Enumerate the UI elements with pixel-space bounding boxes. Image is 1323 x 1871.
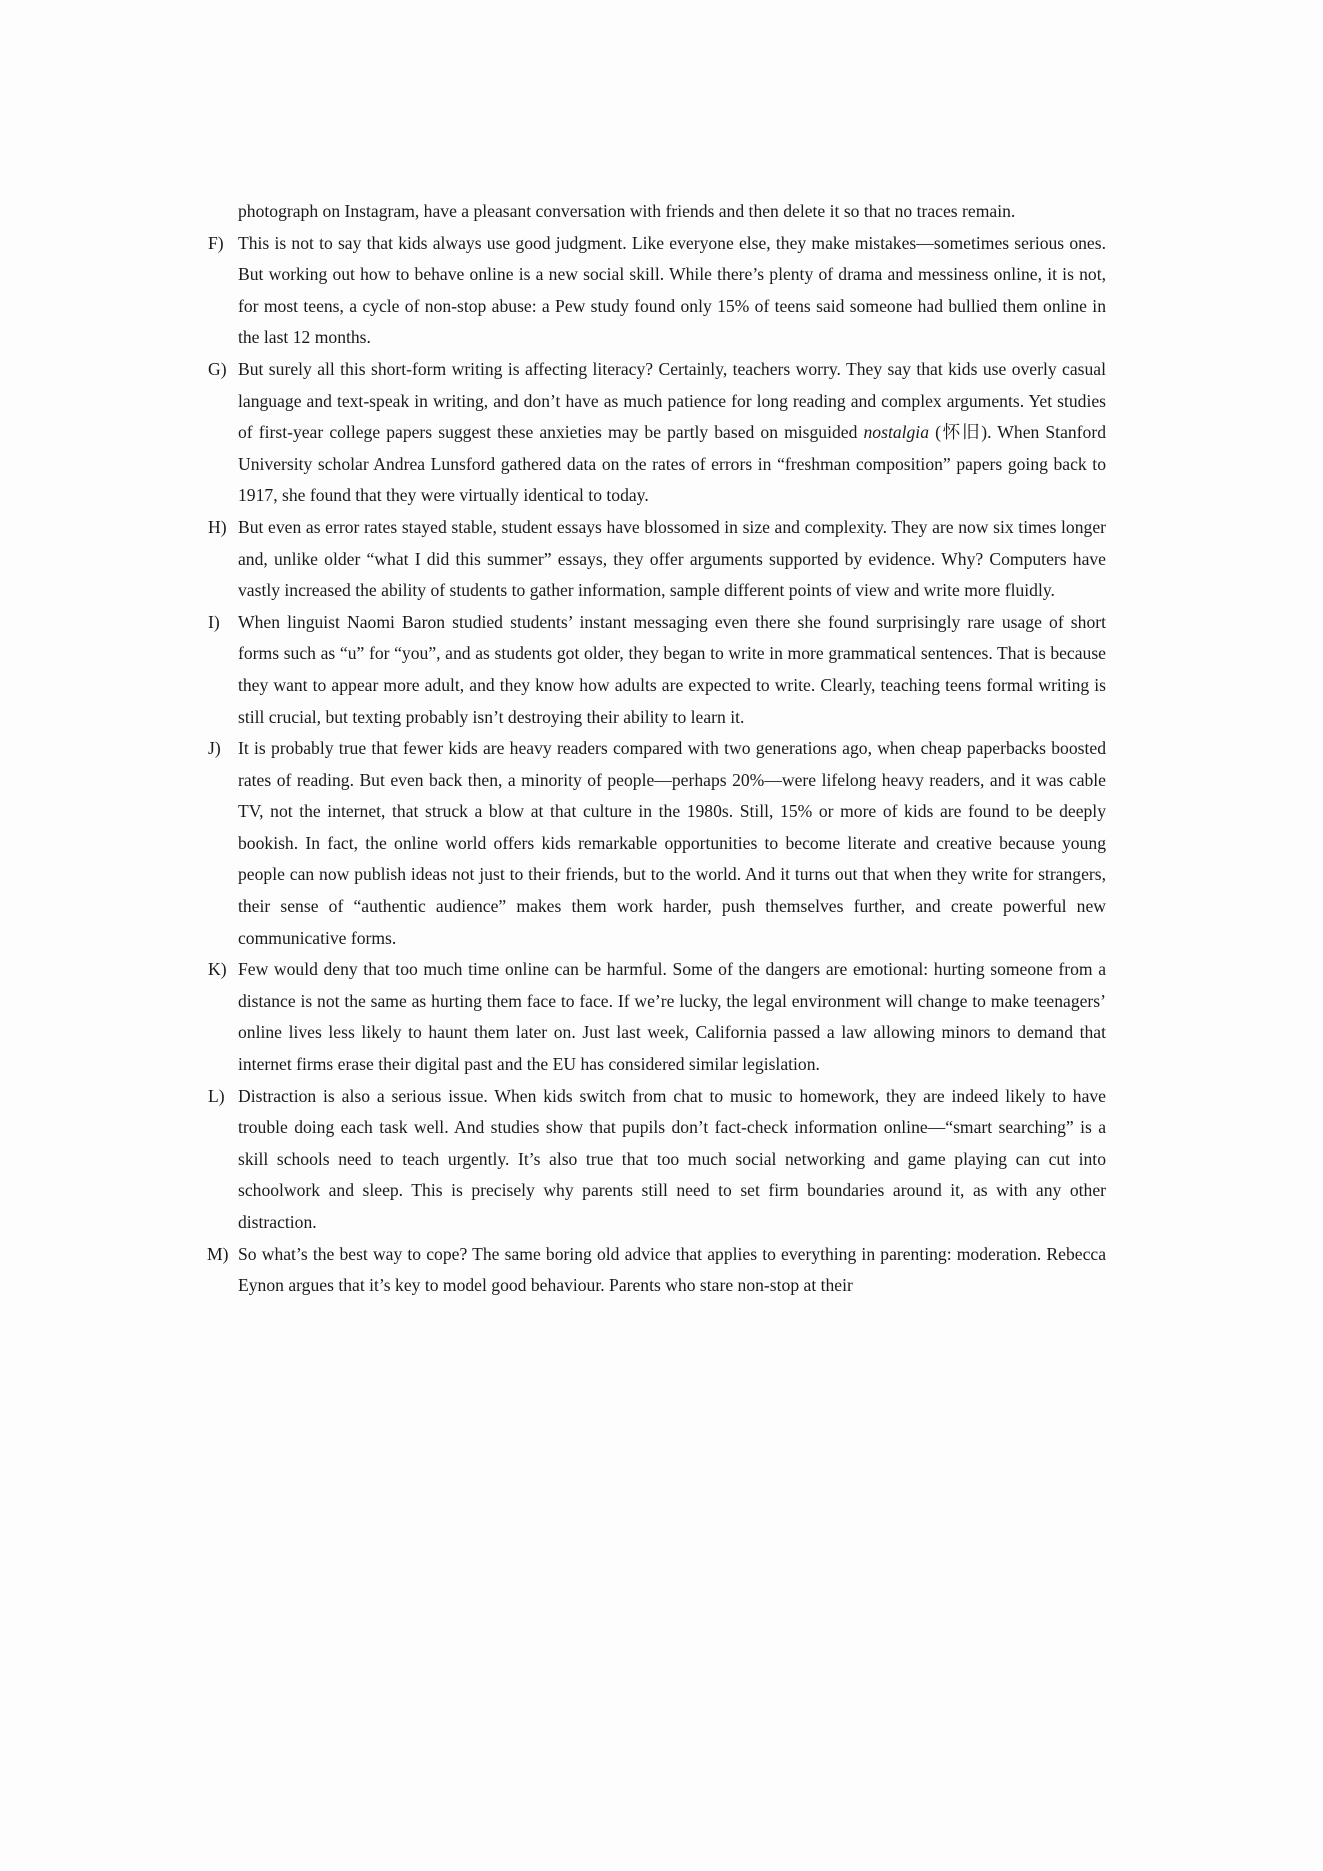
paragraph-h xyxy=(208,512,1106,607)
paragraph-text: But even as error rates stayed stable, student essays have blossomed in size and complexity. They are now six times longer and, unlike older “what I did this summer” essays, they offer arguments supported by evidence. Why? Computers have vastly increased the ability of students to gather information, sample different points of view and write more fluidly. xyxy=(238,516,1106,601)
paragraph-text: Distraction is also a serious issue. When kids switch from chat to music to homework, they are indeed likely to have trouble doing each task well. And studies show that pupils don’t fact-check information online—“smart searching” is a skill schools need to teach urgently. It’s also true that too much social networking and game playing can cut into schoolwork and sleep. This is precisely why parents still need to set firm boundaries around it, as with any other distraction. xyxy=(238,1085,1106,1232)
paragraph-text: This is not to say that kids always use good judgment. Like everyone else, they make mistakes—sometimes serious ones. But working out how to behave online is a new social skill. While there’s plenty of drama and messiness online, it is not, for most teens, a cycle of non-stop abuse: a Pew study found only 15% of teens said someone had bullied them online in the last 12 months. xyxy=(238,232,1106,348)
paragraph-continuation xyxy=(238,196,1106,228)
paragraph-letter: K) xyxy=(208,959,227,980)
paragraph-j xyxy=(208,733,1106,954)
paragraph-l xyxy=(208,1081,1106,1239)
paragraph-letter: J) xyxy=(208,738,221,759)
paragraph-i xyxy=(208,607,1106,733)
paragraph-f xyxy=(208,228,1106,354)
paragraph-text: Few would deny that too much time online can be harmful. Some of the dangers are emotional: hurting someone from a distance is not the same as hurting them face to face. If we’re lucky, the legal environment will change to make teenagers’ online lives less likely to haunt them later on. Just last week, California passed a law allowing minors to demand that internet firms erase their digital past and the EU has considered similar legislation. xyxy=(238,959,1106,1075)
paragraph-letter: L) xyxy=(208,1085,225,1106)
paragraph-text: photograph on Instagram, have a pleasant conversation with friends and then delete it so that no traces remain. xyxy=(238,201,1016,221)
paragraph-text-before: But surely all this short-form writing is affecting literacy? Certainly, teachers worry. They say that kids use overly casual language and text-speak in writing, and don’t have as much patience for long reading and complex arguments. Yet studies of first-year college papers suggest these anxieties may be partly based on misguided xyxy=(238,358,1106,443)
paragraph-m xyxy=(207,1239,1106,1302)
paragraph-text: It is probably true that fewer kids are heavy readers compared with two generations ago, when cheap paperbacks boosted rates of reading. But even back then, a minority of people—perhaps 20%—were lifelong heavy readers, and it was cable TV, not the internet, that struck a blow at that culture in the 1980s. Still, 15% or more of kids are found to be deeply bookish. In fact, the online world offers kids remarkable opportunities to become literate and creative because young people can now publish ideas not just to their friends, but to the world. And it turns out that when they write for strangers, their sense of “authentic audience” makes them work harder, push themselves further, and create powerful new communicative forms. xyxy=(238,738,1106,948)
document-body xyxy=(207,196,1106,1302)
paragraph-text: When linguist Naomi Baron studied students’ instant messaging even there she found surprisingly rare usage of short forms such as “u” for “you”, and as students got older, they began to write in more grammatical sentences. That is because they want to appear more adult, and they know how adults are expected to write. Clearly, teaching teens formal writing is still crucial, but texting probably isn’t destroying their ability to learn it. xyxy=(238,611,1106,727)
paragraph-text: So what’s the best way to cope? The same boring old advice that applies to everything in parenting: moderation. Rebecca Eynon argues that it’s key to model good behaviour. Parents who stare non-stop at their xyxy=(238,1243,1106,1296)
paragraph-letter: I) xyxy=(208,611,220,632)
paragraph-text-after: (怀旧). When Stanford University scholar Andrea Lunsford gathered data on the rates of errors in “freshman composition” papers going back to 1917, she found that they were virtually identical to today. xyxy=(238,422,1106,506)
paragraph-letter: H) xyxy=(208,516,227,537)
paragraph-k xyxy=(208,954,1106,1080)
italic-term: nostalgia xyxy=(863,422,929,443)
paragraph-letter: G) xyxy=(208,358,227,379)
paragraph-letter: F) xyxy=(208,232,224,253)
paragraph-letter: M) xyxy=(207,1243,229,1264)
paragraph-g xyxy=(208,354,1106,512)
